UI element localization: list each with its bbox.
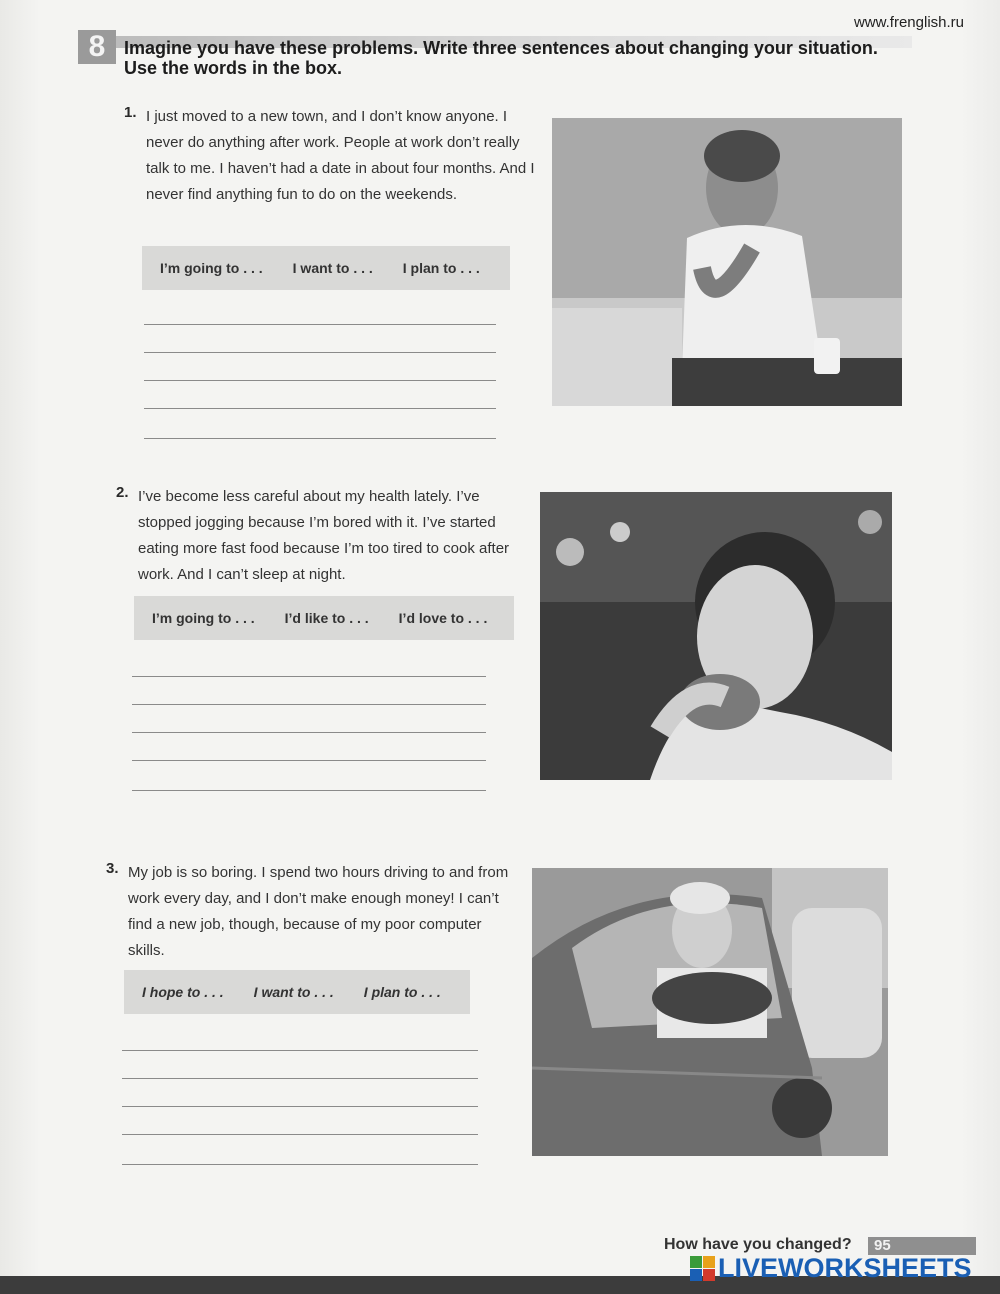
phrase: I want to . . . xyxy=(253,984,334,1000)
man-on-sofa-photo xyxy=(552,118,902,406)
answer-line-4[interactable] xyxy=(122,1134,478,1135)
liveworksheets-wordmark: LIVEWORKSHEETS xyxy=(718,1253,972,1283)
answer-line-2[interactable] xyxy=(122,1078,478,1079)
problem-item-3 xyxy=(106,860,516,1180)
item-number: 1. xyxy=(124,104,137,121)
item-text: My job is so boring. I spend two hours driving to and from work every day, and I don’t make enough money! I can’t find a new job, though, because of my poor computer skills. xyxy=(128,864,509,959)
phrase: I’m going to . . . xyxy=(152,610,255,626)
answer-line-3[interactable] xyxy=(132,732,486,733)
phrase-box xyxy=(134,596,514,640)
item-text: I just moved to a new town, and I don’t know anyone. I never do anything after work. People at work don’t really talk to me. I haven’t had a date in about four months. And I never find anything fun to do on the weekends. xyxy=(146,108,535,203)
liveworksheets-mark-icon xyxy=(690,1256,715,1281)
item-text: I’ve become less careful about my health lately. I’ve stopped jogging because I’m bored with it. I’ve started eating more fast food because I’m too tired to cook after work. And I can’t sleep at night. xyxy=(138,488,510,583)
man-in-car-photo xyxy=(532,868,888,1156)
answer-line-3[interactable] xyxy=(122,1106,478,1107)
site-url: www.frenglish.ru xyxy=(853,14,964,31)
answer-line-5[interactable] xyxy=(132,790,486,791)
answer-line-3[interactable] xyxy=(144,380,496,381)
answer-line-4[interactable] xyxy=(132,760,486,761)
answer-line-5[interactable] xyxy=(122,1164,478,1165)
item-number: 2. xyxy=(116,484,129,501)
phrase: I hope to . . . xyxy=(142,984,224,1000)
answer-line-4[interactable] xyxy=(144,408,496,409)
phrase: I plan to . . . xyxy=(402,260,480,276)
phrase: I want to . . . xyxy=(292,260,373,276)
liveworksheets-logo xyxy=(690,1253,972,1283)
problem-item-2 xyxy=(116,484,526,804)
phrase: I’d love to . . . xyxy=(398,610,488,626)
phrase: I’d like to . . . xyxy=(284,610,369,626)
phrase: I’m going to . . . xyxy=(160,260,263,276)
answer-line-5[interactable] xyxy=(144,438,496,439)
item-number: 3. xyxy=(106,860,119,877)
footer-unit-title: How have you changed? xyxy=(664,1236,852,1253)
problem-item-1 xyxy=(124,104,544,454)
woman-eating-photo xyxy=(540,492,892,780)
answer-line-1[interactable] xyxy=(132,676,486,677)
exercise-instructions: Imagine you have these problems. Write three sentences about changing your situation. Use the words in the box. xyxy=(124,38,878,78)
page-number: 95 xyxy=(874,1237,891,1254)
exercise-number: 8 xyxy=(78,30,116,64)
answer-line-2[interactable] xyxy=(132,704,486,705)
phrase-box xyxy=(124,970,470,1014)
answer-line-1[interactable] xyxy=(144,324,496,325)
phrase: I plan to . . . xyxy=(363,984,441,1000)
answer-line-2[interactable] xyxy=(144,352,496,353)
answer-line-1[interactable] xyxy=(122,1050,478,1051)
phrase-box xyxy=(142,246,510,290)
